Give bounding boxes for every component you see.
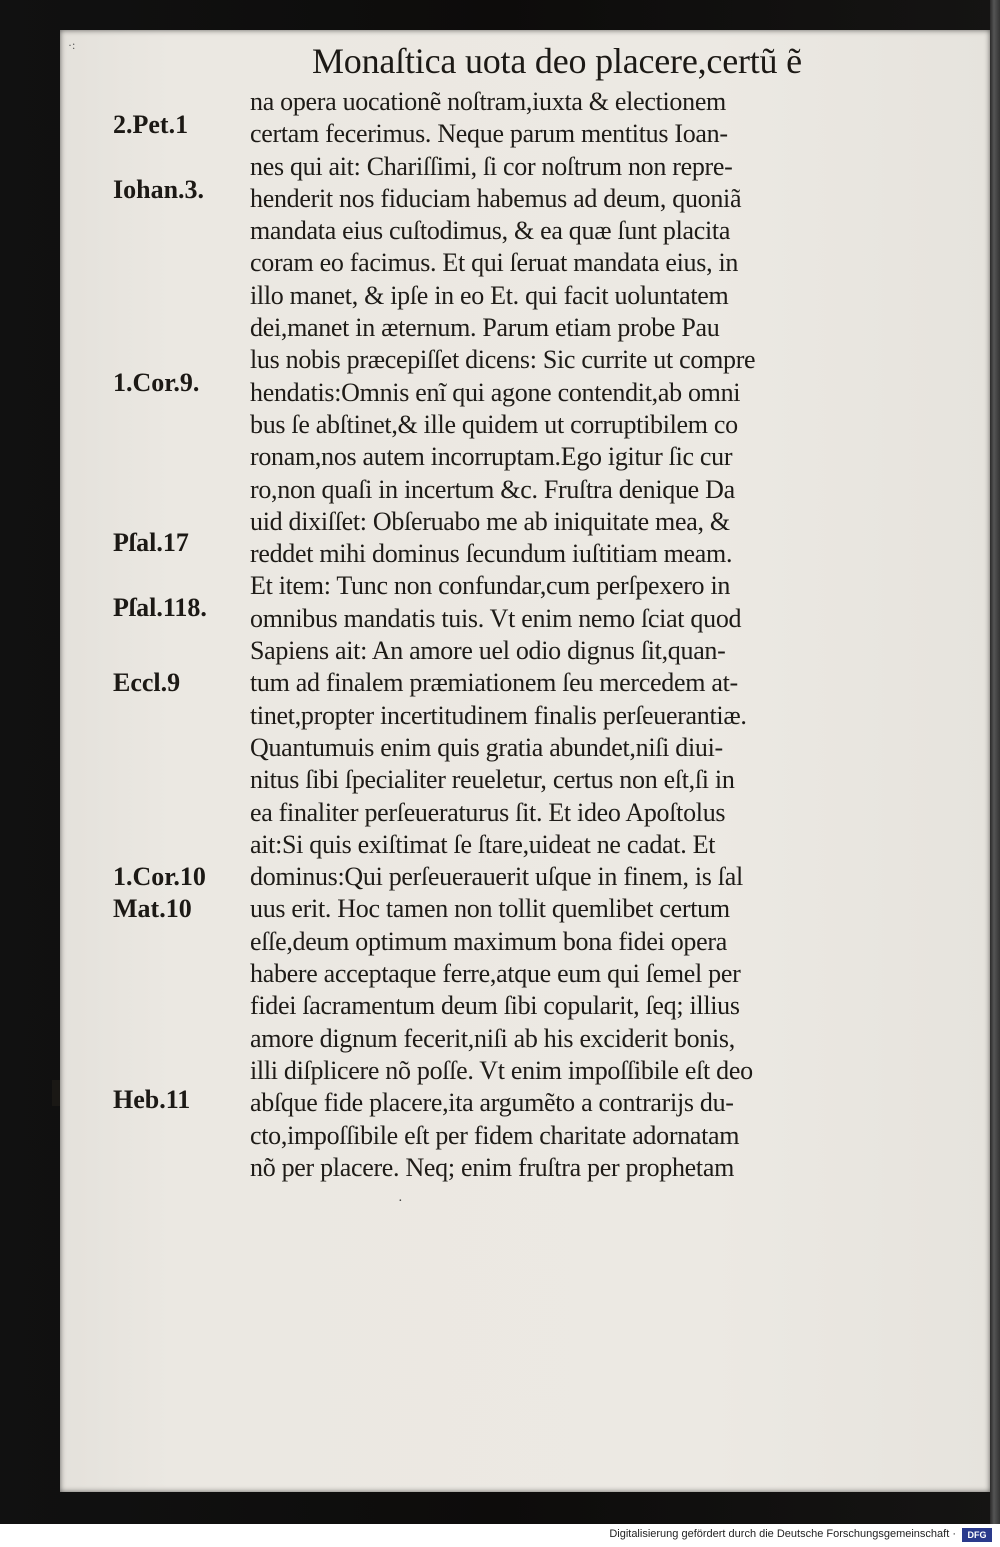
text-line: lus nobis præcepiſſet dicens: Sic currite ut compre bbox=[250, 345, 756, 375]
text-line: mandata eius cuſtodimus, & ea quæ ſunt placita bbox=[250, 216, 731, 246]
text-line: na opera uocationẽ noſtram,iuxta & electionem bbox=[250, 87, 726, 116]
book-edge bbox=[990, 0, 1000, 1524]
text-line: certam fecerimus. Neque parum mentitus Ioan- bbox=[250, 119, 728, 149]
text-line: Et item: Tunc non confundar,cum perſpexero in bbox=[250, 571, 731, 601]
text-line: illo manet, & ipſe in eo Et. qui facit uoluntatem bbox=[250, 280, 729, 310]
corner-mark: ·: bbox=[68, 38, 76, 52]
footer-bar bbox=[0, 1524, 1000, 1547]
text-line: abſque fide placere,ita argumẽto a contrarijs du- bbox=[250, 1088, 734, 1118]
text-line: ait:Si quis exiſtimat ſe ſtare,uideat ne cadat. Et bbox=[250, 829, 716, 859]
text-line: omnibus mandatis tuis. Vt enim nemo ſciat quod bbox=[250, 603, 742, 633]
bottom-mark: · bbox=[398, 1194, 403, 1209]
text-line: ronam,nos autem incorruptam.Ego igitur ſic cur bbox=[250, 442, 733, 472]
margin-note: 2.Pet.1 bbox=[113, 110, 189, 139]
text-line: fidei ſacramentum deum ſibi copularit, ſeq; illius bbox=[250, 991, 740, 1021]
margin-note: Iohan.3. bbox=[113, 175, 205, 204]
body-text bbox=[250, 86, 890, 1184]
text-line: nitus ſibi ſpecialiter reueletur, certus non eſt,ſi in bbox=[250, 765, 735, 795]
text-line: nes qui ait: Chariſſimi, ſi cor noſtrum non repre- bbox=[250, 151, 733, 181]
text-line: illi diſplicere nõ poſſe. Vt enim impoſſibile eſt deo bbox=[250, 1055, 753, 1085]
text-line: uid dixiſſet: Obſeruabo me ab iniquitate mea, & bbox=[250, 506, 730, 536]
margin-note: Heb.11 bbox=[113, 1085, 191, 1114]
text-line: ea finaliter perſeueraturus ſit. Et ideo Apoſtolus bbox=[250, 797, 726, 827]
margin-note: Eccl.9 bbox=[113, 668, 181, 697]
margin-note: Mat.10 bbox=[113, 894, 192, 923]
text-line: ro,non quaſi in incertum &c. Fruſtra denique Da bbox=[250, 474, 735, 504]
text-line: uus erit. Hoc tamen non tollit quemlibet certum bbox=[250, 894, 730, 924]
text-line: bus ſe abſtinet,& ille quidem ut corruptibilem co bbox=[250, 409, 738, 439]
text-line: eſſe,deum optimum maximum bona fidei opera bbox=[250, 926, 727, 956]
text-line: Sapiens ait: An amore uel odio dignus ſit,quan- bbox=[250, 636, 726, 666]
text-line: tum ad finalem præmiationem ſeu mercedem at- bbox=[250, 668, 738, 698]
dfg-logo: DFG bbox=[962, 1528, 992, 1542]
text-line: henderit nos fiduciam habemus ad deum, quoniã bbox=[250, 183, 742, 213]
text-line: dominus:Qui perſeuerauerit uſque in finem, is ſal bbox=[250, 862, 743, 892]
text-line: reddet mihi dominus ſecundum iuſtitiam meam. bbox=[250, 539, 733, 569]
text-line: amore dignum fecerit,niſi ab his exciderit bonis, bbox=[250, 1023, 735, 1053]
text-line: dei,manet in æternum. Parum etiam probe Pau bbox=[250, 313, 720, 343]
margin-note: 1.Cor.9. bbox=[113, 368, 200, 397]
text-line: nõ per placere. Neq; enim fruſtra per prophetam bbox=[250, 1152, 735, 1182]
text-line: Quantumuis enim quis gratia abundet,niſi diui- bbox=[250, 732, 723, 762]
text-line: tinet,propter incertitudinem finalis perſeuerantiæ. bbox=[250, 700, 747, 730]
text-line: habere acceptaque ferre,atque eum qui ſemel per bbox=[250, 959, 741, 989]
margin-note: 1.Cor.10 bbox=[113, 862, 206, 891]
running-head: Monaſtica uota deo placere,certũ ẽ bbox=[312, 41, 802, 81]
funding-credit: Digitalisierung gefördert durch die Deutsche Forschungsgemeinschaft · bbox=[609, 1528, 956, 1540]
text-line: coram eo facimus. Et qui ſeruat mandata eius, in bbox=[250, 248, 739, 278]
text-line: hendatis:Omnis enĩ qui agone contendit,ab omni bbox=[250, 377, 741, 407]
text-line: cto,impoſſibile eſt per fidem charitate adornatam bbox=[250, 1120, 740, 1150]
margin-note: Pſal.118. bbox=[113, 593, 207, 622]
margin-note: Pſal.17 bbox=[113, 528, 189, 557]
